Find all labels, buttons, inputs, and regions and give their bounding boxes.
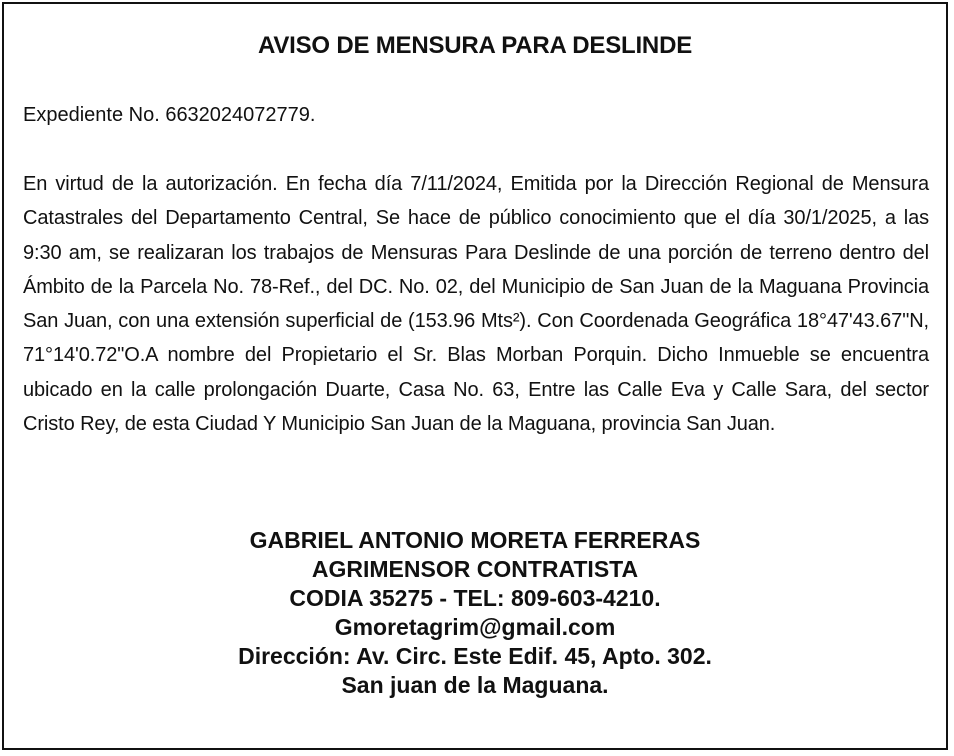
expediente-number: Expediente No. 6632024072779. bbox=[23, 104, 316, 126]
surveyor-name: GABRIEL ANTONIO MORETA FERRERAS bbox=[249, 527, 701, 553]
signature-block bbox=[4, 526, 946, 700]
surveyor-city: San juan de la Maguana. bbox=[341, 672, 609, 698]
surveyor-address: Dirección: Av. Circ. Este Edif. 45, Apto. 302. bbox=[238, 643, 712, 669]
notice-body: En virtud de la autorización. En fecha día 7/11/2024, Emitida por la Dirección Regional de Mensura Catastrales del Departamento Central, Se hace de público conocimiento que el día 30/1/2025, a las 9:30 am, se realizaran los trabajos de Mensuras Para Deslinde de una porción de terreno dentro del Ámbito de la Parcela No. 78-Ref., del DC. No. 02, del Municipio de San Juan de la Maguana Provincia San Juan, con una extensión superficial de (153.96 Mts²). Con Coordenada Geográfica 18°47'43.67"N, 71°14'0.72"O.A nombre del Propietario el Sr. Blas Morban Porquin. Dicho Inmueble se encuentra ubicado en la calle prolongación Duarte, Casa No. 63, Entre las Calle Eva y Calle Sara, del sector Cristo Rey, de esta Ciudad Y Municipio San Juan de la Maguana, provincia San Juan. bbox=[23, 173, 929, 436]
surveyor-email: Gmoretagrim@gmail.com bbox=[334, 614, 616, 640]
codia-phone: CODIA 35275 - TEL: 809-603-4210. bbox=[289, 585, 661, 611]
notice-title: AVISO DE MENSURA PARA DESLINDE bbox=[257, 32, 693, 59]
surveyor-role: AGRIMENSOR CONTRATISTA bbox=[311, 556, 639, 582]
notice-frame bbox=[2, 2, 948, 750]
